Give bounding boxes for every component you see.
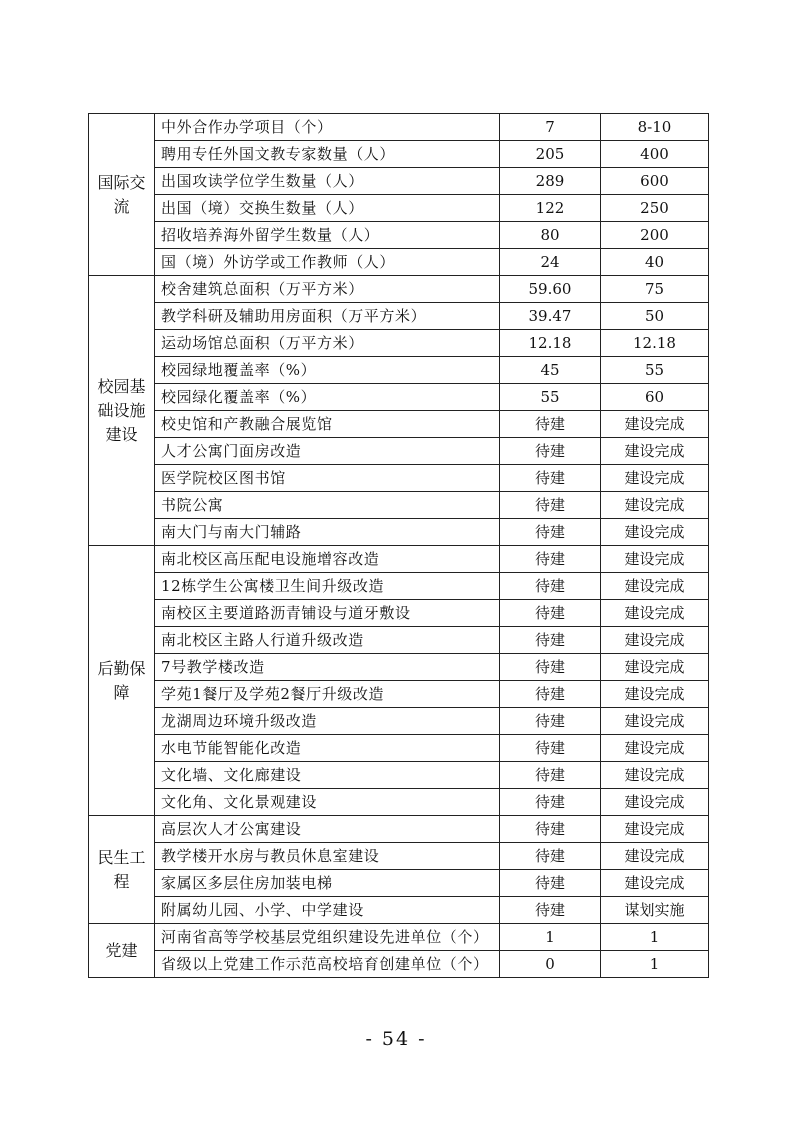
table-row [89, 573, 709, 600]
target-value-cell: 600 [601, 168, 709, 195]
category-cell: 校园基础设施建设 [89, 276, 155, 546]
table-row [89, 438, 709, 465]
table-row [89, 762, 709, 789]
baseline-value-cell: 待建 [500, 870, 601, 897]
item-cell: 省级以上党建工作示范高校培育创建单位（个） [155, 951, 500, 978]
item-cell: 文化角、文化景观建设 [155, 789, 500, 816]
table-row [89, 303, 709, 330]
target-value-cell: 建设完成 [601, 870, 709, 897]
table-row [89, 276, 709, 303]
item-cell: 人才公寓门面房改造 [155, 438, 500, 465]
table-row [89, 519, 709, 546]
item-cell: 招收培养海外留学生数量（人） [155, 222, 500, 249]
target-value-cell: 50 [601, 303, 709, 330]
baseline-value-cell: 122 [500, 195, 601, 222]
category-cell: 民生工程 [89, 816, 155, 924]
item-cell: 附属幼儿园、小学、中学建设 [155, 897, 500, 924]
item-cell: 聘用专任外国文教专家数量（人） [155, 141, 500, 168]
baseline-value-cell: 待建 [500, 573, 601, 600]
target-value-cell: 建设完成 [601, 627, 709, 654]
baseline-value-cell: 24 [500, 249, 601, 276]
target-value-cell: 建设完成 [601, 546, 709, 573]
baseline-value-cell: 待建 [500, 789, 601, 816]
item-cell: 教学科研及辅助用房面积（万平方米） [155, 303, 500, 330]
target-value-cell: 55 [601, 357, 709, 384]
item-cell: 南大门与南大门辅路 [155, 519, 500, 546]
table-row [89, 114, 709, 141]
category-cell: 国际交流 [89, 114, 155, 276]
item-cell: 校园绿化覆盖率（%） [155, 384, 500, 411]
item-cell: 南北校区高压配电设施增容改造 [155, 546, 500, 573]
item-cell: 国（境）外访学或工作教师（人） [155, 249, 500, 276]
item-cell: 医学院校区图书馆 [155, 465, 500, 492]
table-row [89, 141, 709, 168]
baseline-value-cell: 待建 [500, 600, 601, 627]
item-cell: 龙湖周边环境升级改造 [155, 708, 500, 735]
baseline-value-cell: 待建 [500, 411, 601, 438]
target-value-cell: 建设完成 [601, 519, 709, 546]
baseline-value-cell: 待建 [500, 438, 601, 465]
item-cell: 书院公寓 [155, 492, 500, 519]
table-row [89, 843, 709, 870]
baseline-value-cell: 80 [500, 222, 601, 249]
table-row [89, 816, 709, 843]
baseline-value-cell: 1 [500, 924, 601, 951]
category-cell: 党建 [89, 924, 155, 978]
item-cell: 家属区多层住房加装电梯 [155, 870, 500, 897]
baseline-value-cell: 待建 [500, 897, 601, 924]
baseline-value-cell: 待建 [500, 816, 601, 843]
baseline-value-cell: 55 [500, 384, 601, 411]
table-row [89, 168, 709, 195]
target-value-cell: 建设完成 [601, 654, 709, 681]
target-value-cell: 谋划实施 [601, 897, 709, 924]
table-row [89, 924, 709, 951]
target-value-cell: 建设完成 [601, 735, 709, 762]
item-cell: 水电节能智能化改造 [155, 735, 500, 762]
target-value-cell: 建设完成 [601, 438, 709, 465]
baseline-value-cell: 39.47 [500, 303, 601, 330]
baseline-value-cell: 待建 [500, 519, 601, 546]
baseline-value-cell: 待建 [500, 708, 601, 735]
item-cell: 学苑1餐厅及学苑2餐厅升级改造 [155, 681, 500, 708]
table-body [89, 114, 709, 978]
item-cell: 文化墙、文化廊建设 [155, 762, 500, 789]
item-cell: 南北校区主路人行道升级改造 [155, 627, 500, 654]
item-cell: 校园绿地覆盖率（%） [155, 357, 500, 384]
table-row [89, 681, 709, 708]
baseline-value-cell: 289 [500, 168, 601, 195]
baseline-value-cell: 45 [500, 357, 601, 384]
table-row [89, 411, 709, 438]
table-row [89, 357, 709, 384]
table-row [89, 249, 709, 276]
item-cell: 教学楼开水房与教员休息室建设 [155, 843, 500, 870]
table-row [89, 195, 709, 222]
target-value-cell: 75 [601, 276, 709, 303]
target-value-cell: 12.18 [601, 330, 709, 357]
baseline-value-cell: 59.60 [500, 276, 601, 303]
table-row [89, 222, 709, 249]
table-row [89, 627, 709, 654]
baseline-value-cell: 待建 [500, 465, 601, 492]
table-row [89, 384, 709, 411]
item-cell: 中外合作办学项目（个） [155, 114, 500, 141]
table-row [89, 870, 709, 897]
table-row [89, 330, 709, 357]
target-value-cell: 建设完成 [601, 843, 709, 870]
baseline-value-cell: 待建 [500, 654, 601, 681]
target-value-cell: 8-10 [601, 114, 709, 141]
item-cell: 南校区主要道路沥青铺设与道牙敷设 [155, 600, 500, 627]
baseline-value-cell: 12.18 [500, 330, 601, 357]
item-cell: 河南省高等学校基层党组织建设先进单位（个） [155, 924, 500, 951]
baseline-value-cell: 待建 [500, 843, 601, 870]
target-value-cell: 40 [601, 249, 709, 276]
item-cell: 高层次人才公寓建设 [155, 816, 500, 843]
table-row [89, 789, 709, 816]
category-cell: 后勤保障 [89, 546, 155, 816]
table-row [89, 951, 709, 978]
item-cell: 校舍建筑总面积（万平方米） [155, 276, 500, 303]
target-value-cell: 400 [601, 141, 709, 168]
table-row [89, 600, 709, 627]
target-value-cell: 建设完成 [601, 600, 709, 627]
item-cell: 出国（境）交换生数量（人） [155, 195, 500, 222]
table-row [89, 492, 709, 519]
table-row [89, 708, 709, 735]
target-value-cell: 建设完成 [601, 789, 709, 816]
target-value-cell: 建设完成 [601, 708, 709, 735]
target-value-cell: 建设完成 [601, 492, 709, 519]
target-value-cell: 建设完成 [601, 411, 709, 438]
item-cell: 12栋学生公寓楼卫生间升级改造 [155, 573, 500, 600]
baseline-value-cell: 待建 [500, 681, 601, 708]
target-value-cell: 建设完成 [601, 816, 709, 843]
baseline-value-cell: 待建 [500, 627, 601, 654]
item-cell: 校史馆和产教融合展览馆 [155, 411, 500, 438]
indicator-table [88, 113, 709, 978]
page-number: - 54 - [365, 1028, 427, 1050]
baseline-value-cell: 0 [500, 951, 601, 978]
table-row [89, 735, 709, 762]
baseline-value-cell: 205 [500, 141, 601, 168]
target-value-cell: 60 [601, 384, 709, 411]
baseline-value-cell: 待建 [500, 762, 601, 789]
item-cell: 出国攻读学位学生数量（人） [155, 168, 500, 195]
target-value-cell: 建设完成 [601, 573, 709, 600]
table-row [89, 654, 709, 681]
table-row [89, 465, 709, 492]
baseline-value-cell: 待建 [500, 492, 601, 519]
target-value-cell: 建设完成 [601, 465, 709, 492]
target-value-cell: 250 [601, 195, 709, 222]
target-value-cell: 建设完成 [601, 681, 709, 708]
target-value-cell: 1 [601, 951, 709, 978]
baseline-value-cell: 待建 [500, 546, 601, 573]
target-value-cell: 200 [601, 222, 709, 249]
target-value-cell: 1 [601, 924, 709, 951]
target-value-cell: 建设完成 [601, 762, 709, 789]
table-row [89, 897, 709, 924]
item-cell: 运动场馆总面积（万平方米） [155, 330, 500, 357]
baseline-value-cell: 7 [500, 114, 601, 141]
baseline-value-cell: 待建 [500, 735, 601, 762]
item-cell: 7号教学楼改造 [155, 654, 500, 681]
table-row [89, 546, 709, 573]
